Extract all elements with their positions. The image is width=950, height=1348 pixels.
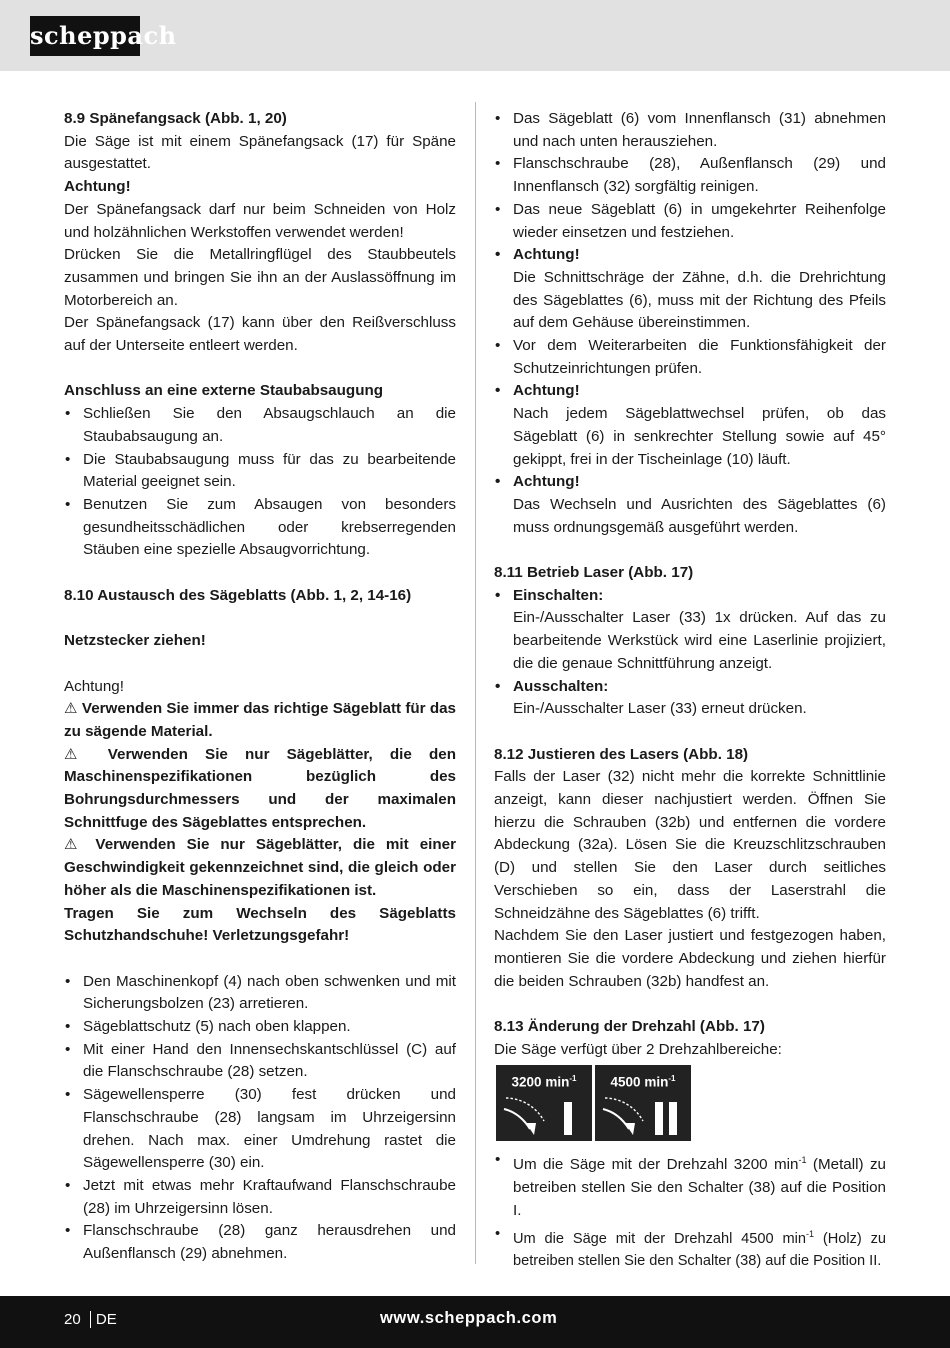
warning-icon: ⚠ [64,745,91,763]
warning-icon: ⚠ [64,836,85,854]
website-url: www.scheppach.com [380,1309,558,1327]
warning-item [64,834,456,902]
paragraph: Drücken Sie die Metallringflügel des Staubbeutels zusammen und bringen Sie ihn an der Auslassöffnung im Motorbereich an. [64,246,456,309]
speed-3200-label: 3200 min [511,1074,570,1090]
list-item: • Schließen Sie den Absaugschlauch an die Staubabsaugung an. [64,403,456,448]
warning-item [64,698,456,743]
laser-off-label: • Ausschalten: [513,677,609,695]
speed-exponent: -1 [668,1074,676,1084]
position-I-mark [564,1102,572,1135]
section-8-9-title: 8.9 Spänefangsack (Abb. 1, 20) [64,110,287,127]
achtung-item [494,380,886,471]
dust-extraction-title: Anschluss an eine externe Staubabsaugung [64,382,384,400]
blade-rotation-icon [496,1065,592,1141]
gloves-warning: Tragen Sie zum Wechseln des Sägeblatts Schutzhandschuhe! Verletzungsgefahr! [64,904,456,945]
column-divider [475,102,476,1264]
speed-exponent: -1 [569,1074,577,1084]
achtung-label: • Achtung! [513,382,580,400]
speed-3200-pictogram [496,1065,592,1141]
section-8-12-title: 8.12 Justieren des Lasers (Abb. 18) [494,745,749,763]
right-column [494,108,886,1273]
achtung-text: Nach jedem Sägeblattwechsel prüfen, ob das Sägeblatt (6) in senkrechter Stellung sowie auf 45° gekippt, frei in der Tischeinlage (10) läuft. [513,405,886,468]
page-number: 20 DE [64,1311,117,1328]
speed-4500-pictogram [595,1065,691,1141]
achtung-label: Achtung! [64,178,131,196]
laser-off-item [494,676,886,721]
warning-text: Verwenden Sie nur Sägeblätter, die mit einer Geschwindigkeit gekennzeichnet sind, die gleich oder höher als die Maschinenspezifikationen ist. [64,836,456,899]
warning-text: Verwenden Sie immer das richtige Sägeblatt für das zu sägende Material. [64,700,456,740]
list-item: • Das Sägeblatt (6) vom Innenflansch (31) abnehmen und nach unten herausziehen. [494,108,886,153]
achtung-label: • Achtung! [513,246,580,264]
list-item: • Um die Säge mit der Drehzahl 3200 $\min^{-1}$ (Metall) zu betreiben stellen Sie den Schalter (38) auf die Position I. [494,1149,886,1222]
position-II-mark [655,1102,663,1135]
laser-on-text: Ein-/Ausschalter Laser (33) 1x drücken. Auf das zu bearbeitende Werkstück wird eine Laserlinie projiziert, die die genaue Schnittführung anzeigt. [513,609,886,672]
list-item: • Flanschschraube (28) ganz herausdrehen und Außenflansch (29) abnehmen. [64,1220,456,1265]
list-item: • Benutzen Sie zum Absaugen von besonders gesundheitsschädlichen oder krebserregenden Stäuben eine spezielle Absaugvorrichtung. [64,494,456,562]
speed-4500-label: 4500 min [610,1074,669,1090]
paragraph: Die Säge ist mit einem Spänefangsack (17) für Späne ausgestattet. [64,132,456,173]
achtung-label: Achtung! [64,677,124,695]
blade-rotation-icon [595,1065,691,1141]
achtung-item [494,244,886,335]
list-item: • Sägewellensperre (30) fest drücken und Flanschschraube (28) langsam im Uhrzeigersinn drehen. Nach max. einer Umdrehung rastet die Sägewellensperre (30) ein. [64,1084,456,1175]
list-item: • Das neue Sägeblatt (6) in umgekehrter Reihenfolge wieder einsetzen und festziehen. [494,199,886,244]
list-item: • Mit einer Hand den Innensechskantschlüssel (C) auf die Flanschschraube (28) setzen. [64,1039,456,1084]
list-item: • Vor dem Weiterarbeiten die Funktionsfähigkeit der Schutzeinrichtungen prüfen. [494,335,886,380]
list-item: • Jetzt mit etwas mehr Kraftaufwand Flanschschraube (28) im Uhrzeigersinn lösen. [64,1175,456,1220]
section-8-10-title: 8.10 Austausch des Sägeblatts (Abb. 1, 2, 14-16) [64,586,412,604]
laser-on-item [494,585,886,676]
paragraph: Der Spänefangsack darf nur beim Schneiden von Holz und holzähnlichen Werkstoffen verwendet werden! [64,200,456,241]
list-item: • Um die Säge mit der Drehzahl 4500 $\min^{-1}$ (Holz) zu betreiben stellen Sie den Schalter (38) auf die Position II. [494,1223,886,1273]
warning-item [64,744,456,835]
paragraph: Falls der Laser (32) nicht mehr die korrekte Schnittlinie anzeigt, kann dieser nachjustiert werden. Öffnen Sie hierzu die Schrauben (32b) und entfernen die vordere Abdeckung (32a). Lösen Sie die Kreuzschlitzschrauben (D) und stellen Sie den Laser durch seitliches Verschieben so ein, dass der Laserstrahl die Schneidzähne des Sägeblattes (6) trifft. [494,768,886,922]
list-item: • Den Maschinenkopf (4) nach oben schwenken und mit Sicherungsbolzen (23) arretieren. [64,971,456,1016]
scheppach-logo: scheppach [30,16,140,56]
left-column [64,108,456,1266]
footer-bar [0,1296,950,1348]
speed-pictogram [496,1065,886,1141]
warning-icon: ⚠ [64,700,78,718]
achtung-label: • Achtung! [513,473,580,491]
section-8-11-title: 8.11 Betrieb Laser (Abb. 17) [494,564,694,582]
laser-off-text: Ein-/Ausschalter Laser (33) erneut drücken. [513,700,807,718]
position-II-mark [669,1102,677,1135]
list-item: • Die Staubabsaugung muss für das zu bearbeitende Material geeignet sein. [64,449,456,494]
achtung-text: Die Schnittschräge der Zähne, d.h. die Drehrichtung des Sägeblattes (6), muss mit der Richtung des Pfeils auf dem Gehäuse übereinstimmen. [513,268,886,332]
header-bar [0,0,950,71]
section-8-13-title: 8.13 Änderung der Drehzahl (Abb. 17) [494,1018,765,1036]
list-item: • Sägeblattschutz (5) nach oben klappen. [64,1016,456,1039]
achtung-text: Das Wechseln und Ausrichten des Sägeblattes (6) muss ordnungsgemäß ausgeführt werden. [513,495,886,536]
achtung-item [494,471,886,539]
paragraph: Nachdem Sie den Laser justiert und festgezogen haben, montieren Sie die vordere Abdeckung und ziehen hierfür die beiden Schrauben (32b) handfest an. [494,927,886,990]
unplug-warning: Netzstecker ziehen! [64,632,206,650]
paragraph: Der Spänefangsack (17) kann über den Reißverschluss auf der Unterseite entleert werden. [64,314,456,355]
warning-text: Verwenden Sie nur Sägeblätter, die den Maschinenspezifikationen bezüglich des Bohrungsdurchmessers und der maximalen Schnittfuge des Sägeblattes entsprechen. [64,745,456,831]
laser-on-label: • Einschalten: [513,586,604,604]
list-item: • Flanschschraube (28), Außenflansch (29) und Innenflansch (32) sorgfältig reinigen. [494,153,886,198]
paragraph: Die Säge verfügt über 2 Drehzahlbereiche: [494,1040,782,1058]
